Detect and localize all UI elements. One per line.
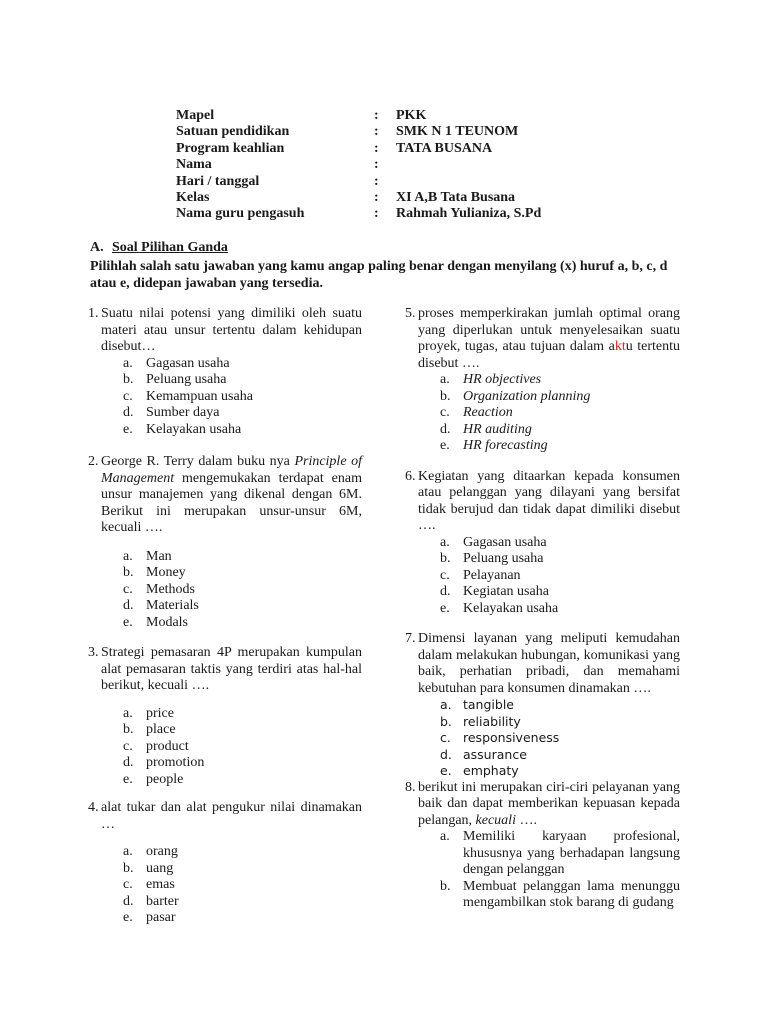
right-column [405,306,680,912]
option-d[interactable]: d. promotion [123,755,205,770]
header-row-nama: Nama : [176,157,379,173]
header-row-satuan: Satuan pendidikan : SMK N 1 TEUNOM [176,124,519,140]
option-b[interactable]: b. place [123,722,176,737]
option-b[interactable]: b. Organization planning [440,388,591,404]
option-c[interactable]: c. Methods [123,581,195,597]
question-number: 3. [88,645,99,660]
option-b[interactable]: b. Membuat pelanggan lama menunggu mengambilkan stok barang di gudang [440,878,680,910]
option-d[interactable]: d. HR auditing [440,421,532,437]
option-c[interactable]: c. product [123,738,189,754]
option-list [101,844,362,927]
question-text: Dimensi layanan yang meliputi kemudahan dalam melakukan hubungan, komunikasi yang baik, perhatian pribadi, dan memahami kebutuhan para konsumen dinamakan …. [418,631,680,696]
question-6 [405,469,680,618]
option-list [418,697,680,780]
option-a[interactable]: a. tangible [440,697,514,712]
section-heading [90,240,228,256]
header-row-mapel: Mapel : PKK [176,108,427,123]
option-list [418,535,680,618]
option-d[interactable]: d. assurance [440,746,527,762]
question-8 [405,780,680,912]
option-e[interactable]: e. Kelayakan usaha [440,600,559,616]
question-number: 7. [405,631,416,646]
option-d[interactable]: d. Sumber daya [123,405,220,420]
header-row-program: Program keahlian : TATA BUSANA [176,140,493,156]
option-a[interactable]: a. Gagasan usaha [440,534,547,550]
header-row-hari: Hari / tanggal : [176,173,379,189]
option-list [101,549,362,632]
question-text: Kegiatan yang ditaarkan kepada konsumen atau pelanggan yang dilayani yang bersifat tidak berujud dan tidak dapat dimiliki disebut …. [418,468,680,533]
option-e[interactable]: e. emphaty [440,763,519,778]
exam-header [176,108,576,223]
question-text: Suatu nilai potensi yang dimiliki oleh suatu materi atau unsur tertentu dalam kehidupan disebut… [101,306,362,354]
option-c[interactable]: c. Pelayanan [440,567,521,583]
option-list [101,356,362,439]
question-text: alat tukar dan alat pengukur nilai dinamakan … [101,800,362,832]
option-c[interactable]: c. Kemampuan usaha [123,388,253,404]
option-b[interactable]: b. Money [123,565,186,580]
option-b[interactable]: b. Peluang usaha [440,551,544,566]
header-row-guru: Nama guru pengasuh : Rahmah Yulianiza, S.Pd [176,206,542,222]
option-b[interactable]: b. Peluang usaha [123,372,227,387]
option-d[interactable]: d. Kegiatan usaha [440,584,549,599]
option-b[interactable]: b. reliability [440,713,521,729]
option-a[interactable]: a. Gagasan usaha [123,355,230,371]
option-a[interactable]: a. Memiliki karyaan profesional, khususnya yang berhadapan langsung dengan pelanggan [440,829,680,877]
question-4 [88,800,362,927]
question-1 [88,306,362,438]
question-number: 2. [88,454,99,469]
option-a[interactable]: a. price [123,705,174,721]
question-5 [405,306,680,455]
section-title: Soal Pilihan Ganda [112,240,228,255]
question-number: 8. [405,779,416,795]
question-7 [405,631,680,780]
option-c[interactable]: c. emas [123,877,175,892]
question-number: 6. [405,468,416,484]
option-list [101,706,362,789]
question-number: 4. [88,800,99,815]
instruction-text: Pilihlah salah satu jawaban yang kamu angap paling benar dengan menyilang (x) huruf a, b, c, d atau e, didepan jawaban yang tersedia. [90,259,668,291]
option-e[interactable]: e. pasar [123,910,176,925]
option-e[interactable]: e. Kelayakan usaha [123,421,242,437]
option-e[interactable]: e. people [123,771,184,787]
option-a[interactable]: a. HR objectives [440,372,542,387]
header-row-kelas: Kelas : XI A,B Tata Busana [176,189,516,205]
option-c[interactable]: c. responsiveness [440,730,560,745]
option-list [418,829,680,912]
question-text: Strategi pemasaran 4P merupakan kumpulan alat pemasaran taktis yang terdiri atas hal-hal berikut, kecuali …. [101,645,362,693]
question-3 [88,645,362,788]
question-number: 5. [405,306,416,321]
option-a[interactable]: a. orang [123,844,178,859]
option-d[interactable]: d. Materials [123,598,199,613]
section-number: A. [90,240,104,255]
option-e[interactable]: e. Modals [123,614,188,630]
option-e[interactable]: e. HR forecasting [440,438,548,453]
option-c[interactable]: c. Reaction [440,405,513,420]
question-text: proses memperkirakan jumlah optimal orang yang diperlukan untuk menyelesaikan suatu proyek, tugas, atau tujuan dalam aktu tertentu disebut …. [418,306,680,371]
option-list [418,372,680,455]
option-d[interactable]: d. barter [123,893,179,909]
left-column [88,306,362,927]
option-b[interactable]: b. uang [123,860,174,876]
question-text: berikut ini merupakan ciri-ciri pelayanan yang baik dan dapat memberikan kepuasan kepada pelangan, kecuali …. [418,779,680,828]
question-2 [88,454,362,631]
question-number: 1. [88,306,99,321]
question-text: George R. Terry dalam buku nya Principle of Management mengemukakan terdapat enam unsur manajemen yang dikenal dengan 6M. Berikut ini merupakan unsur-unsur 6M, kecuali …. [101,454,362,535]
option-a[interactable]: a. Man [123,548,172,564]
